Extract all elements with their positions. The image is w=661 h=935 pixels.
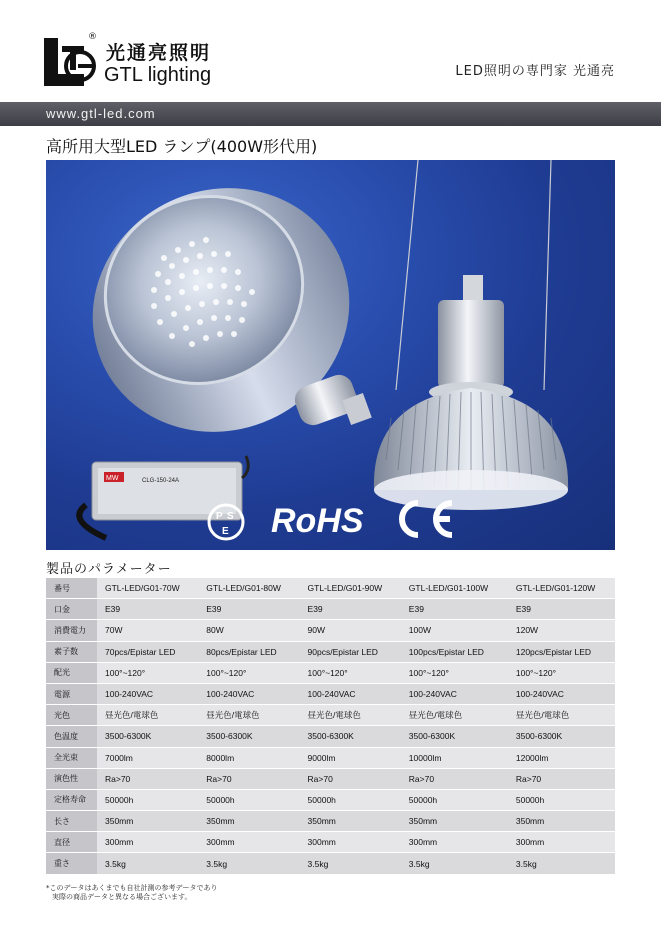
table-row [46, 620, 615, 641]
table-cell: 3.5kg [97, 853, 198, 874]
table-cell: 100°~120° [508, 662, 615, 683]
table-cell: 3.5kg [401, 853, 508, 874]
table-cell: 昼光色/電球色 [97, 705, 198, 726]
table-cell: 100-240VAC [401, 683, 508, 704]
right-lamp [374, 160, 568, 510]
table-cell: 120W [508, 620, 615, 641]
table-cell: 100-240VAC [300, 683, 401, 704]
tagline: LED照明の専門家 光通亮 [455, 64, 615, 79]
certification-marks [209, 502, 452, 540]
disclaimer-note [46, 884, 218, 902]
row-label: 重さ [46, 853, 97, 874]
table-cell: 昼光色/電球色 [401, 705, 508, 726]
row-label: 消費電力 [46, 620, 97, 641]
table-cell: GTL-LED/G01-70W [97, 578, 198, 599]
section-title: 製品のパラメーター [46, 562, 172, 577]
table-row [46, 768, 615, 789]
table-cell: 7000lm [97, 747, 198, 768]
table-row [46, 705, 615, 726]
table-cell: 9000lm [300, 747, 401, 768]
table-row [46, 726, 615, 747]
table-cell: 300mm [300, 832, 401, 853]
table-cell: 8000lm [198, 747, 299, 768]
website-url[interactable]: www.gtl-led.com [46, 106, 156, 121]
table-cell: GTL-LED/G01-80W [198, 578, 299, 599]
table-cell: E39 [508, 599, 615, 620]
table-cell: 50000h [401, 789, 508, 810]
table-row [46, 853, 615, 874]
table-cell: 350mm [97, 811, 198, 832]
registered-mark: ® [88, 32, 97, 42]
table-cell: E39 [198, 599, 299, 620]
table-cell: 12000lm [508, 747, 615, 768]
row-label: 口金 [46, 599, 97, 620]
table-cell: 100-240VAC [198, 683, 299, 704]
row-label: 光色 [46, 705, 97, 726]
table-cell: Ra>70 [508, 768, 615, 789]
driver-model-label: CLG-150-24A [142, 478, 180, 484]
left-lamp [52, 160, 389, 474]
svg-text:E: E [222, 526, 229, 537]
gtl-logo [42, 32, 100, 92]
table-row [46, 641, 615, 662]
row-label: 演色性 [46, 768, 97, 789]
table-cell: 3500-6300K [300, 726, 401, 747]
table-cell: E39 [300, 599, 401, 620]
table-cell: 3500-6300K [97, 726, 198, 747]
table-row [46, 789, 615, 810]
table-cell: 100-240VAC [97, 683, 198, 704]
table-cell: E39 [97, 599, 198, 620]
svg-text:P: P [216, 511, 223, 522]
table-cell: 昼光色/電球色 [508, 705, 615, 726]
table-cell: 50000h [508, 789, 615, 810]
svg-text:S: S [227, 511, 234, 522]
table-row [46, 578, 615, 599]
row-label: 全光束 [46, 747, 97, 768]
table-cell: 90pcs/Epistar LED [300, 641, 401, 662]
table-row [46, 599, 615, 620]
spec-table [46, 578, 615, 875]
table-cell: 3500-6300K [508, 726, 615, 747]
table-cell: 50000h [300, 789, 401, 810]
brand-name-jp: 光通亮照明 [106, 42, 212, 64]
table-cell: E39 [401, 599, 508, 620]
note-line-2: 実際の商品データと異なる場合ございます。 [52, 893, 192, 901]
table-cell: Ra>70 [401, 768, 508, 789]
table-cell: Ra>70 [198, 768, 299, 789]
table-cell: 昼光色/電球色 [300, 705, 401, 726]
row-label: 直径 [46, 832, 97, 853]
product-photo [46, 160, 615, 550]
table-cell: 100W [401, 620, 508, 641]
table-cell: 昼光色/電球色 [198, 705, 299, 726]
table-cell: 100°~120° [401, 662, 508, 683]
table-cell: 350mm [198, 811, 299, 832]
driver-brand: MW [106, 475, 119, 482]
table-cell: 80W [198, 620, 299, 641]
table-row [46, 811, 615, 832]
table-row [46, 747, 615, 768]
table-cell: 100°~120° [300, 662, 401, 683]
row-label: 素子数 [46, 641, 97, 662]
row-label: 番号 [46, 578, 97, 599]
row-label: 電源 [46, 683, 97, 704]
table-row [46, 662, 615, 683]
table-cell: Ra>70 [300, 768, 401, 789]
table-cell: 300mm [97, 832, 198, 853]
row-label: 色温度 [46, 726, 97, 747]
table-cell: 50000h [97, 789, 198, 810]
table-row [46, 832, 615, 853]
table-cell: 120pcs/Epistar LED [508, 641, 615, 662]
table-cell: 100°~120° [198, 662, 299, 683]
table-cell: 350mm [300, 811, 401, 832]
table-cell: 3.5kg [300, 853, 401, 874]
table-cell: 3.5kg [508, 853, 615, 874]
table-cell: 80pcs/Epistar LED [198, 641, 299, 662]
table-cell: 50000h [198, 789, 299, 810]
table-cell: 300mm [508, 832, 615, 853]
table-cell: 300mm [198, 832, 299, 853]
brand-name-en: GTL lighting [104, 64, 212, 86]
table-cell: 350mm [401, 811, 508, 832]
table-cell: 70W [97, 620, 198, 641]
note-line-1: *このデータはあくまでも自社計測の参考データであり [46, 884, 218, 892]
row-label: 定格寿命 [46, 789, 97, 810]
table-cell: GTL-LED/G01-120W [508, 578, 615, 599]
table-cell: 350mm [508, 811, 615, 832]
page-header [0, 0, 661, 102]
table-cell: GTL-LED/G01-90W [300, 578, 401, 599]
table-cell: 100°~120° [97, 662, 198, 683]
page-title: 高所用大型LED ランプ(400W形代用) [46, 137, 318, 156]
table-cell: 90W [300, 620, 401, 641]
table-cell: 70pcs/Epistar LED [97, 641, 198, 662]
table-cell: 3500-6300K [401, 726, 508, 747]
table-cell: 100pcs/Epistar LED [401, 641, 508, 662]
rohs-mark: RoHS [271, 502, 364, 540]
table-cell: 300mm [401, 832, 508, 853]
table-cell: 100-240VAC [508, 683, 615, 704]
table-cell: 3.5kg [198, 853, 299, 874]
table-row [46, 683, 615, 704]
table-cell: 10000lm [401, 747, 508, 768]
table-cell: GTL-LED/G01-100W [401, 578, 508, 599]
row-label: 长さ [46, 811, 97, 832]
table-cell: Ra>70 [97, 768, 198, 789]
row-label: 配光 [46, 662, 97, 683]
table-cell: 3500-6300K [198, 726, 299, 747]
